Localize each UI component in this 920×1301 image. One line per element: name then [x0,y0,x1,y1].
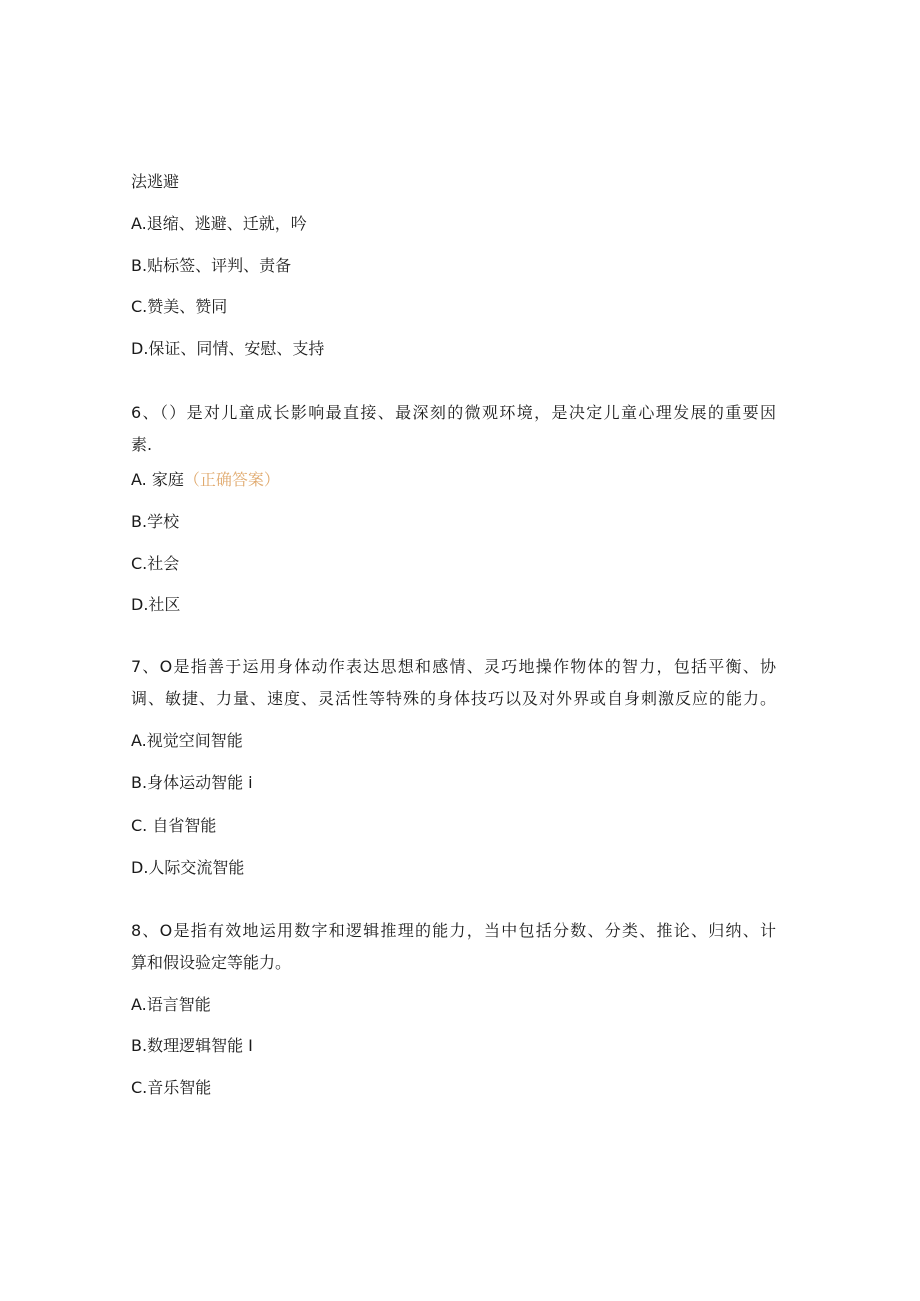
question-8-text-line2: 算和假设验定等能力。 [131,953,292,972]
question-7-option-b: B.身体运动智能 i [131,773,253,792]
question-6-option-b: B.学校 [131,512,180,531]
prev-option-a: A.退缩、逃避、迁就，吟 [131,214,307,233]
question-8-text-line1: 8、O是指有效地运用数字和逻辑推理的能力，当中包括分数、分类、推论、归纳、计 [131,921,776,940]
correct-answer-mark: （正确答案） [183,470,280,489]
question-continuation: 法逃避 [131,172,180,191]
question-6-text-line2: 素. [131,435,153,454]
question-6-option-a [131,469,280,491]
question-6-option-d: D.社区 [131,595,181,614]
question-7-text-line2: 调、敏捷、力量、速度、灵活性等特殊的身体技巧以及对外界或自身刺激反应的能力。 [131,689,776,708]
question-7-option-c: C. 自省智能 [131,816,217,835]
question-8-option-b: B.数理逻辑智能 I [131,1036,253,1055]
question-7-option-a: A.视觉空间智能 [131,731,243,750]
prev-option-b: B.贴标签、评判、责备 [131,256,292,275]
prev-option-c: C.赞美、赞同 [131,297,228,316]
question-6-option-c: C.社会 [131,554,180,573]
option-a-label: A. 家庭 [131,470,184,489]
prev-option-d: D.保证、同情、安慰、支持 [131,339,325,358]
question-7-option-d: D.人际交流智能 [131,858,245,877]
question-8-option-c: C.音乐智能 [131,1078,212,1097]
question-7-text-line1: 7、O是指善于运用身体动作表达思想和感情、灵巧地操作物体的智力，包括平衡、协 [131,657,776,676]
question-6-text-line1: 6、（）是对儿童成长影响最直接、最深刻的微观环境，是决定儿童心理发展的重要因 [131,403,776,422]
question-8-option-a: A.语言智能 [131,995,211,1014]
